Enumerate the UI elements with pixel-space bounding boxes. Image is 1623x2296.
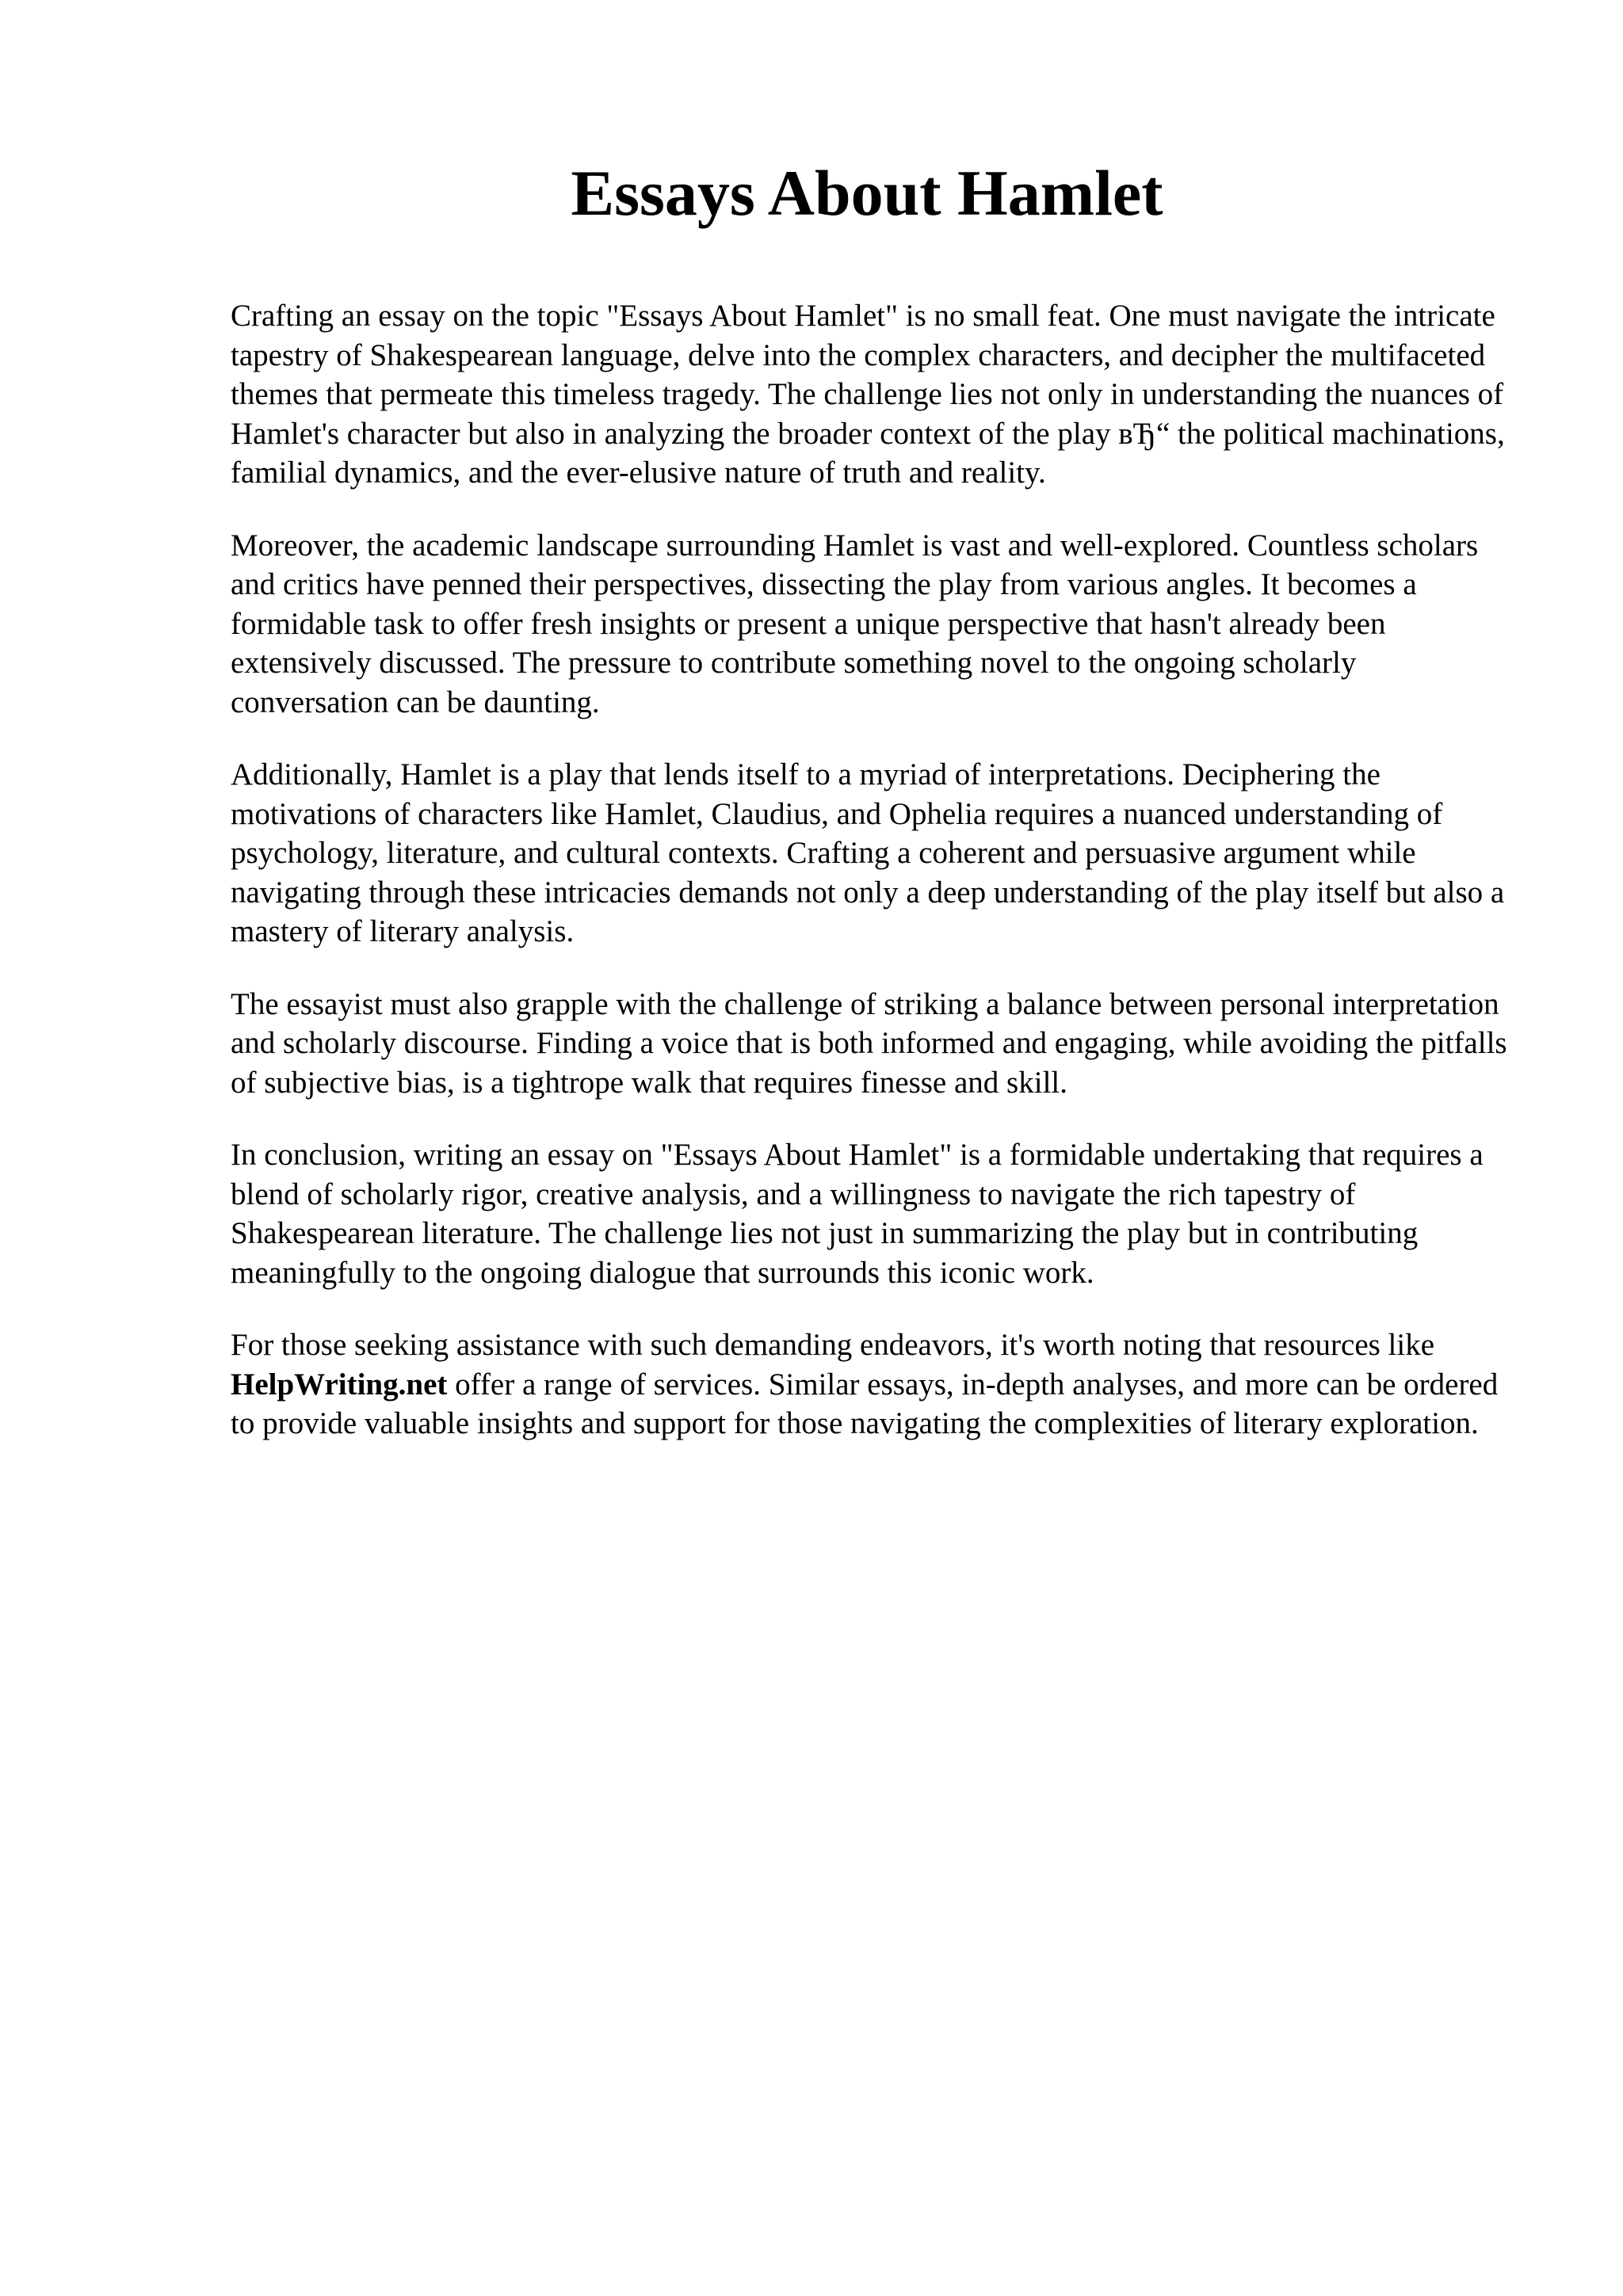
document-body	[231, 296, 1514, 1477]
paragraph-balance: The essayist must also grapple with the challenge of striking a balance between personal interpretation and scholarly discourse. Finding a voice that is both informed and engaging, while avoiding the pitfalls of subjective bias, is a tightrope walk that requires finesse and skill.	[231, 986, 1507, 1100]
brand-link[interactable]: HelpWriting.net	[231, 1367, 448, 1402]
paragraph-academic-landscape: Moreover, the academic landscape surrounding Hamlet is vast and well-explored. Countless scholars and critics have penned their perspectives, dissecting the play from various angles. It becomes a formidable task to offer fresh insights or present a unique perspective that hasn't already been extensively discussed. The pressure to contribute something novel to the ongoing scholarly conversation can be daunting.	[231, 528, 1479, 719]
paragraph-conclusion: In conclusion, writing an essay on "Essays About Hamlet" is a formidable undertaking that requires a blend of scholarly rigor, creative analysis, and a willingness to navigate the rich tapestry of Shakespearean literature. The challenge lies not just in summarizing the play but in contributing meaningfully to the ongoing dialogue that surrounds this iconic work.	[231, 1138, 1484, 1290]
paragraph-intro: Crafting an essay on the topic "Essays About Hamlet" is no small feat. One must navigate the intricate tapestry of Shakespearean language, delve into the complex characters, and decipher the multifaceted themes that permeate this timeless tragedy. The challenge lies not only in understanding the nuances of Hamlet's character but also in analyzing the broader context of the play вЂ“ the political machinations, familial dynamics, and the ever-elusive nature of truth and reality.	[231, 299, 1505, 490]
closing-text-before: For those seeking assistance with such demanding endeavors, it's worth noting that resources like	[231, 1328, 1435, 1362]
document-title: Essays About Hamlet	[571, 157, 1163, 229]
paragraph-closing	[231, 1325, 1514, 1444]
paragraph-interpretations: Additionally, Hamlet is a play that lends itself to a myriad of interpretations. Deciphering the motivations of characters like Hamlet, Claudius, and Ophelia requires a nuanced understanding of psychology, literature, and cultural contexts. Crafting a coherent and persuasive argument while navigating through these intricacies demands not only a deep understanding of the play itself but also a mastery of literary analysis.	[231, 757, 1505, 948]
closing-text-after: offer a range of services. Similar essays, in-depth analyses, and more can be ordered to provide valuable insights and support for those navigating the complexities of literary exploration.	[231, 1367, 1499, 1440]
